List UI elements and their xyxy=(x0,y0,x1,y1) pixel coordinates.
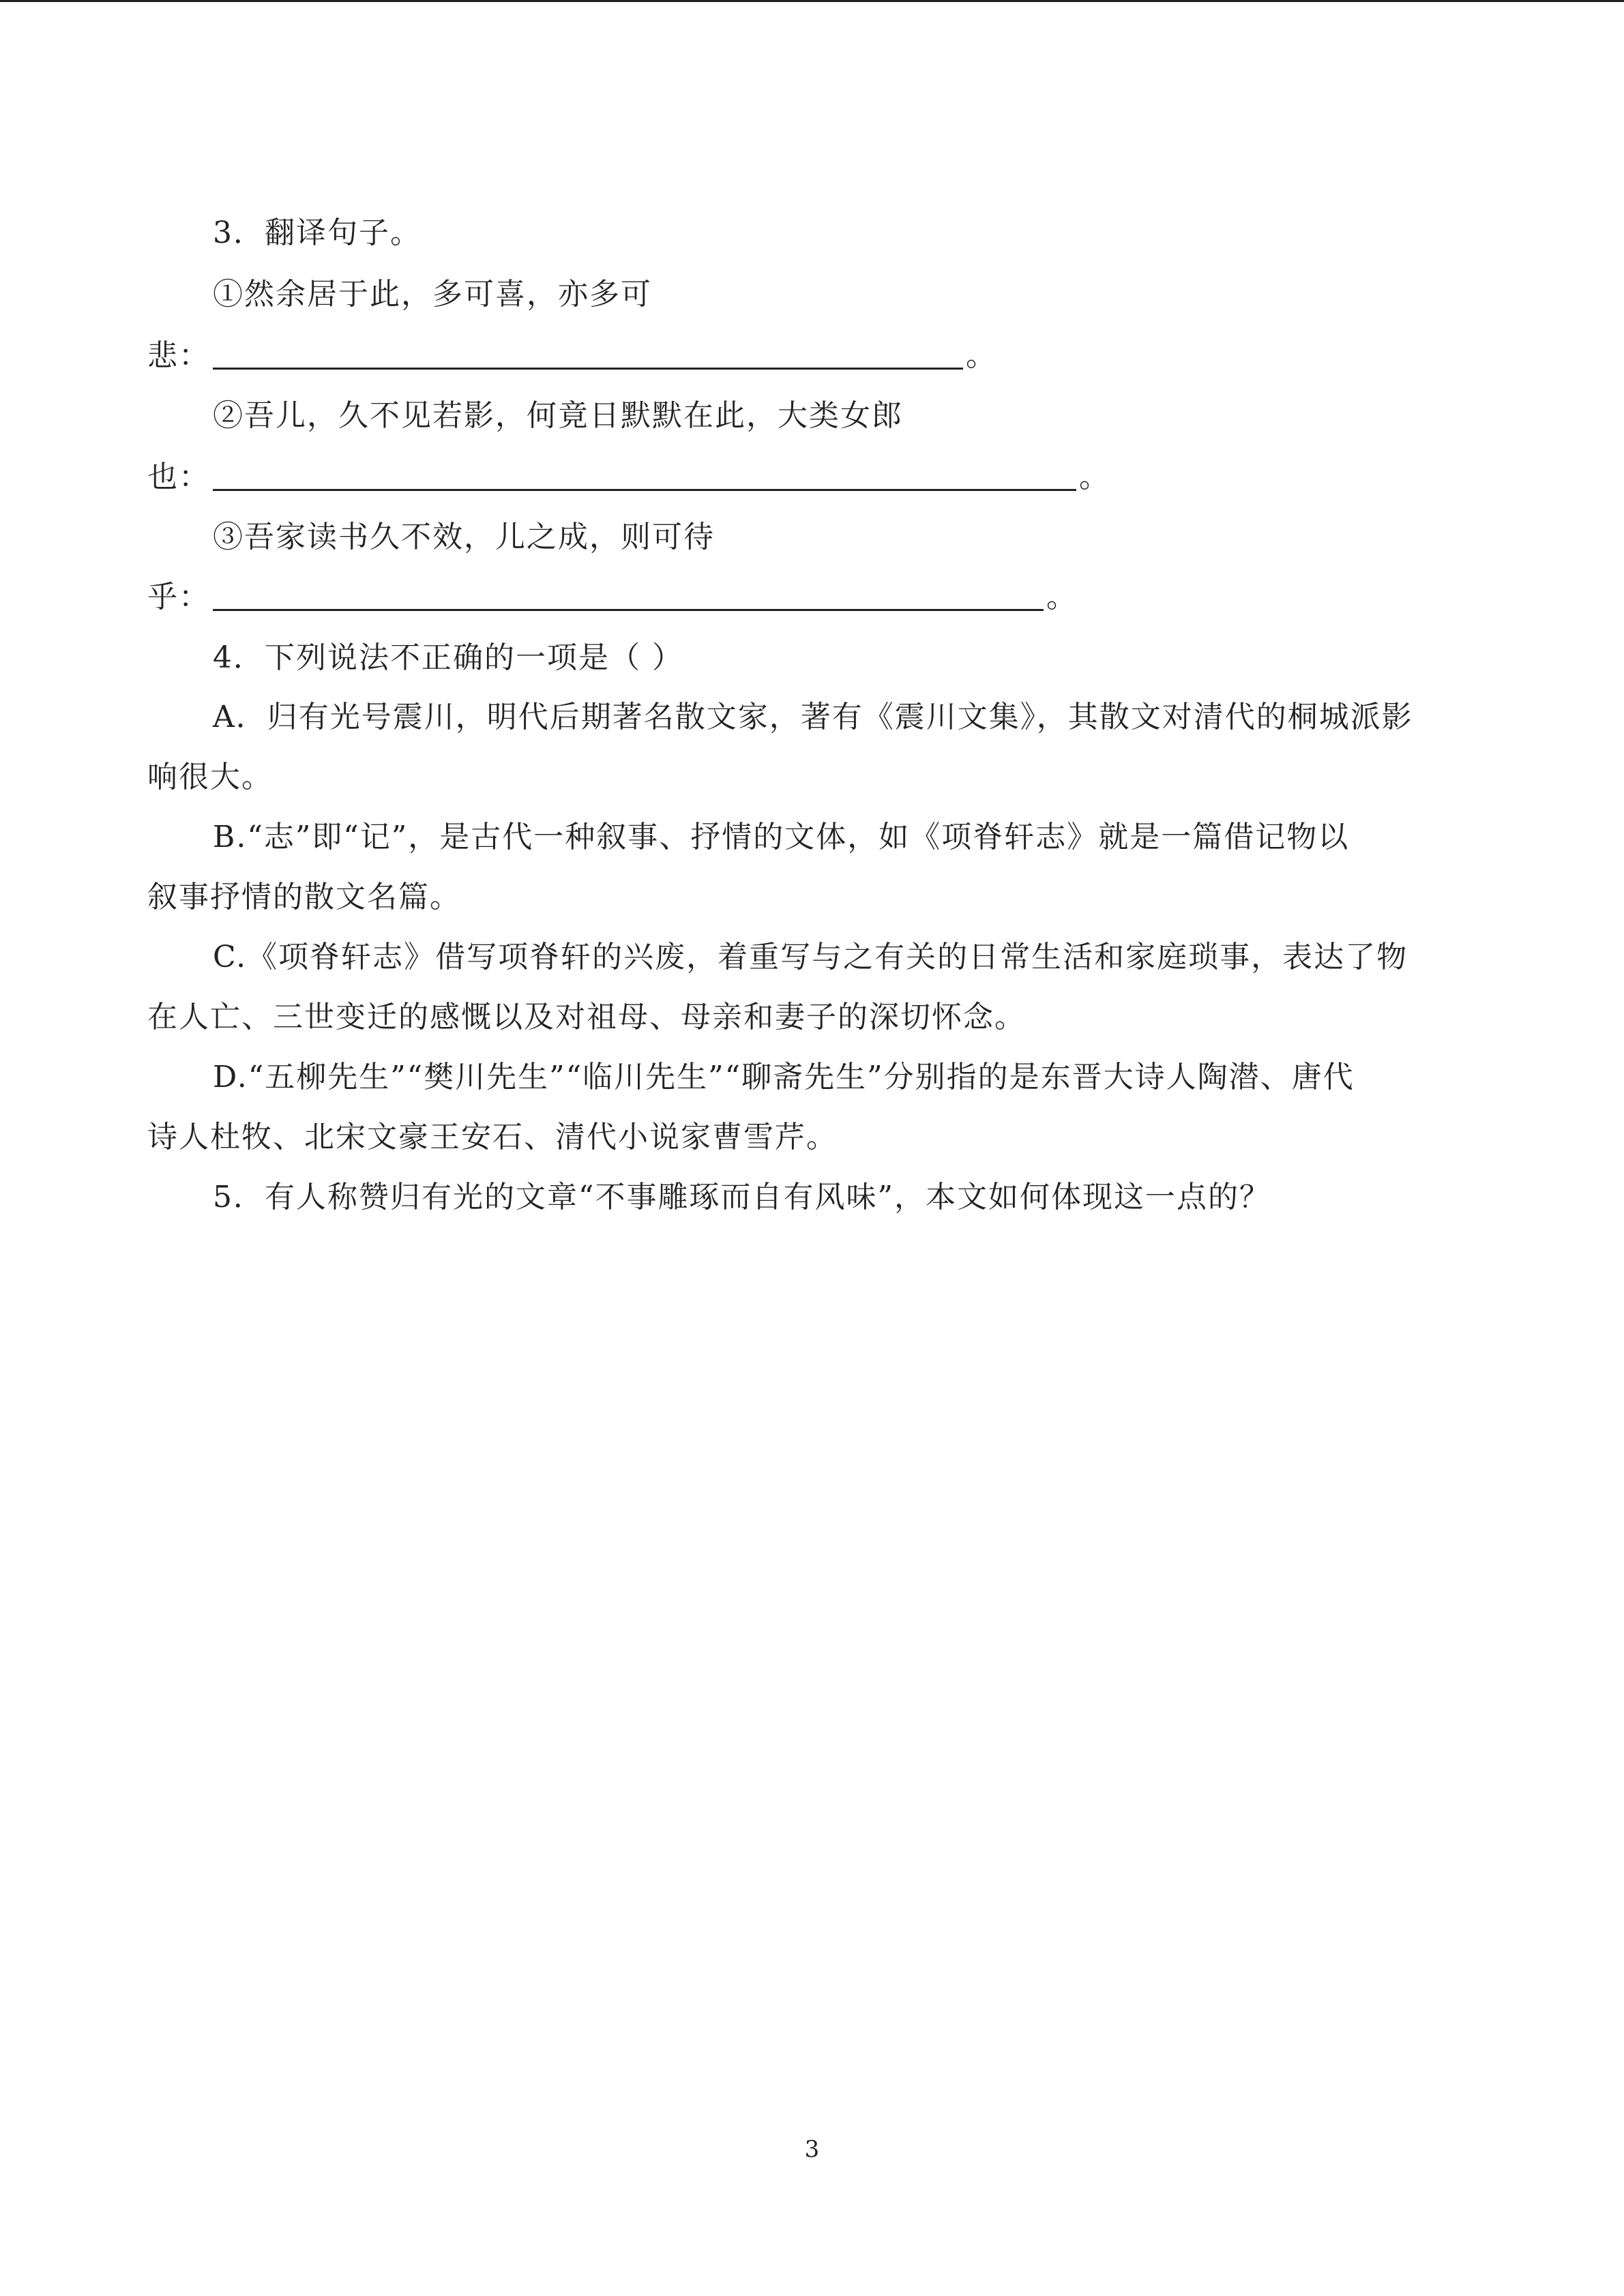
q4-option-d-line-1: D.“五柳先生”“樊川先生”“临川先生”“聊斋先生”分别指的是东晋大诗人陶潜、唐代 xyxy=(213,1060,1355,1094)
q3-answer-3-blank[interactable] xyxy=(213,582,1044,611)
q3-answer-3-end: 。 xyxy=(1046,580,1078,614)
q4-title: 4．下列说法不正确的一项是（ ） xyxy=(213,640,683,675)
q4-option-a-line-1: A．归有光号震川，明代后期著名散文家，著有《震川文集》，其散文对清代的桐城派影 xyxy=(213,700,1413,734)
q3-sentence-3: ③吾家读书久不效，儿之成，则可待 xyxy=(213,520,715,554)
q4-option-b-line-1: B.“志”即“记”，是古代一种叙事、抒情的文体，如《项脊轩志》就是一篇借记物以 xyxy=(213,820,1350,854)
q4-option-d-line-2: 诗人杜牧、北宋文豪王安石、清代小说家曹雪芹。 xyxy=(147,1120,838,1154)
q3-sentence-2: ②吾儿，久不见若影，何竟日默默在此，大类女郎 xyxy=(213,398,903,433)
q3-sentence-1: ①然余居于此，多可喜，亦多可 xyxy=(213,277,652,312)
q3-answer-2-blank[interactable] xyxy=(213,462,1076,491)
q3-answer-line-2 xyxy=(147,457,1110,498)
q3-answer-line-1 xyxy=(147,336,997,376)
q4-option-a-line-2: 响很大。 xyxy=(147,760,273,794)
q3-title: 3．翻译句子。 xyxy=(213,215,422,250)
top-border xyxy=(0,0,1624,2)
q3-answer-2-lead: 也： xyxy=(147,460,210,494)
q4-option-b-line-2: 叙事抒情的散文名篇。 xyxy=(147,880,461,914)
q3-answer-2-end: 。 xyxy=(1079,460,1110,494)
q3-answer-1-lead: 悲： xyxy=(147,338,210,373)
q4-option-c-line-1: C.《项脊轩志》借写项脊轩的兴废，着重写与之有关的日常生活和家庭琐事，表达了物 xyxy=(213,940,1408,974)
q3-answer-line-3 xyxy=(147,577,1078,618)
q3-answer-3-lead: 乎： xyxy=(147,580,210,614)
q5-title: 5．有人称赞归有光的文章“不事雕琢而自有风味”，本文如何体现这一点的？ xyxy=(213,1180,1271,1214)
page-number: 3 xyxy=(804,2136,820,2163)
q3-answer-1-end: 。 xyxy=(966,338,997,373)
q3-answer-1-blank[interactable] xyxy=(213,340,963,370)
q4-option-c-line-2: 在人亡、三世变迁的感慨以及对祖母、母亲和妻子的深切怀念。 xyxy=(147,1000,1026,1034)
